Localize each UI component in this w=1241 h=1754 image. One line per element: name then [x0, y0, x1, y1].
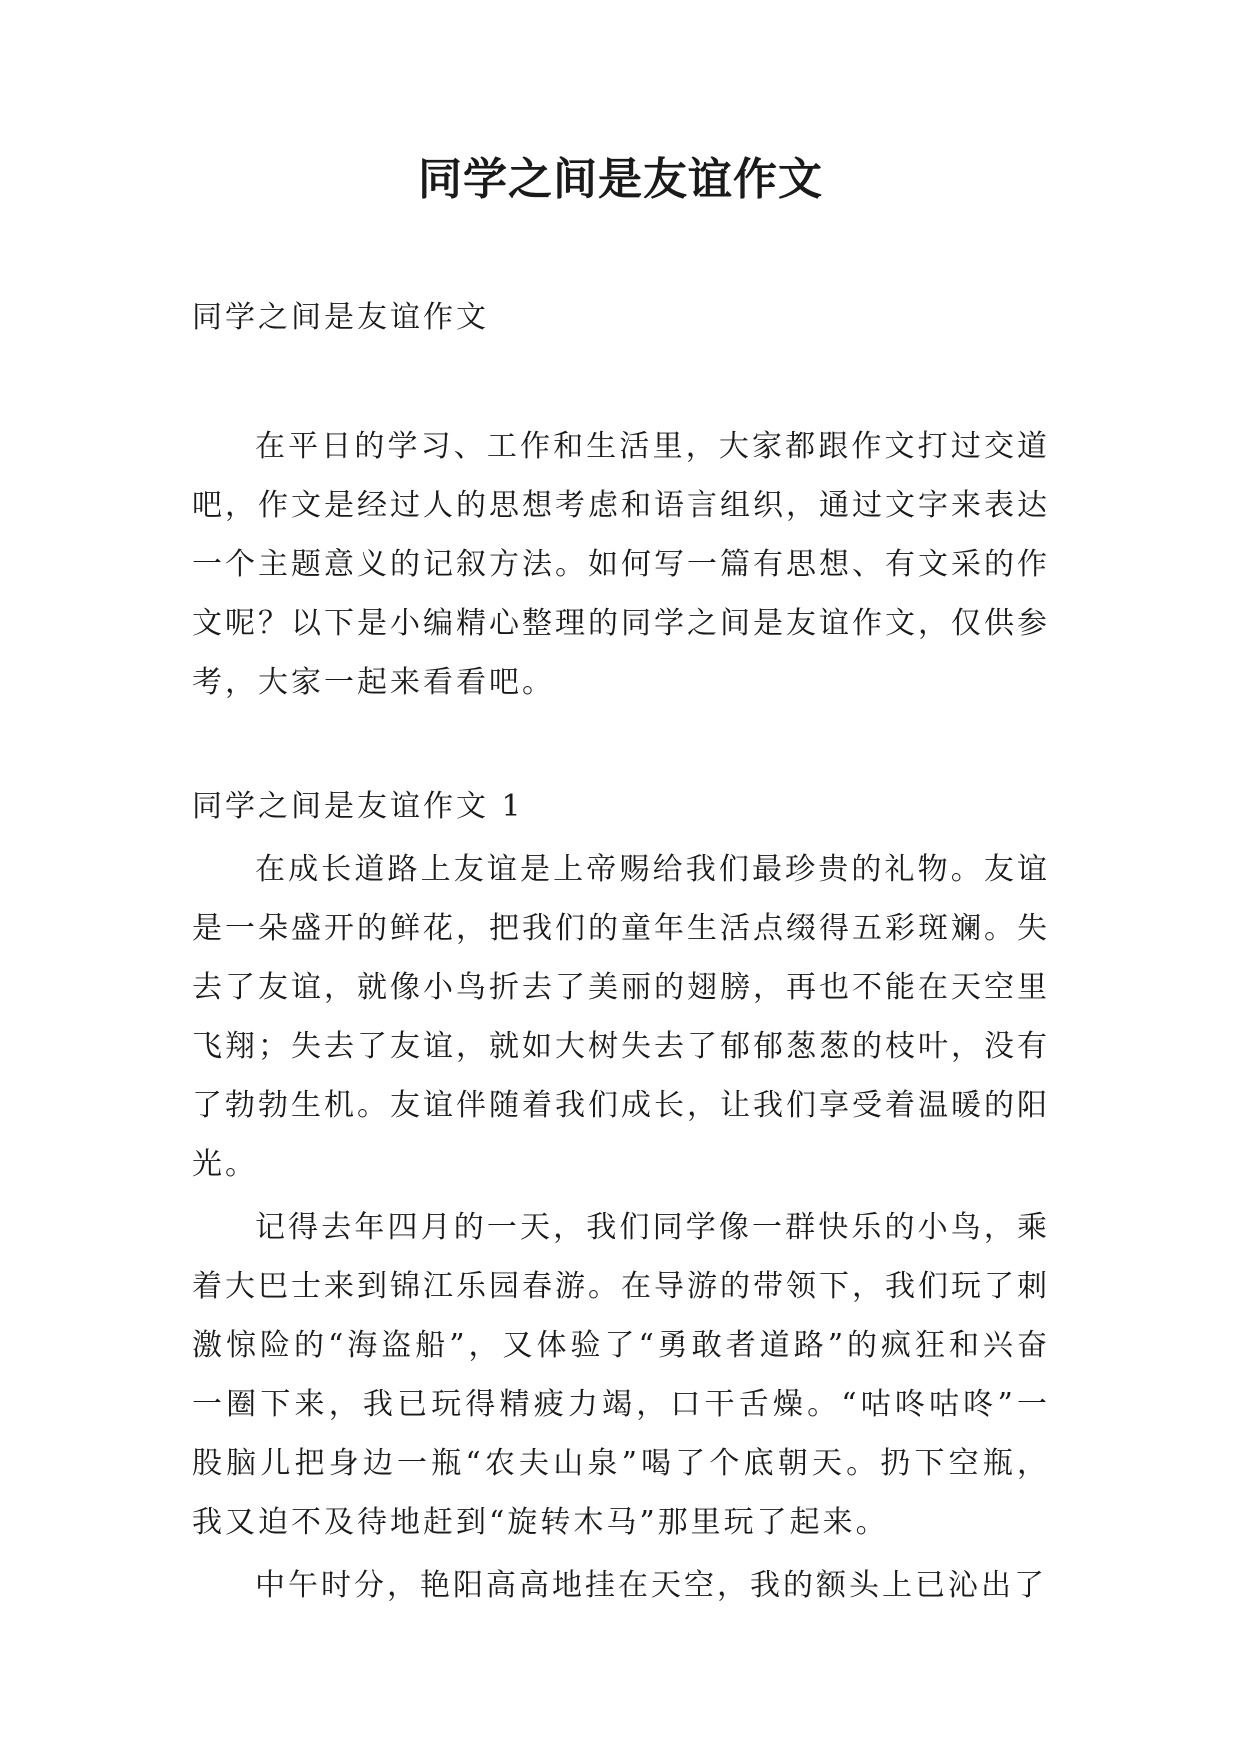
body-paragraph: 记得去年四月的一天，我们同学像一群快乐的小鸟，乘着大巴士来到锦江乐园春游。在导游的带领下，我们玩了刺激惊险的“海盗船”，又体验了“勇敢者道路”的疯狂和兴奋一圈下来，我已玩得精疲力竭，口干舌燥。“咕咚咕咚”一股脑儿把身边一瓶“农夫山泉”喝了个底朝天。扔下空瓶，我又迫不及待地赶到“旋转木马”那里玩了起来。 — [192, 1210, 1050, 1540]
document-body — [192, 288, 1050, 1615]
intro-paragraph: 在平日的学习、工作和生活里，大家都跟作文打过交道吧，作文是经过人的思想考虑和语言组织，通过文字来表达一个主题意义的记叙方法。如何写一篇有思想、有文采的作文呢？以下是小编精心整理的同学之间是友谊作文，仅供参考，大家一起来看看吧。 — [192, 429, 1050, 700]
section-heading: 同学之间是友谊作文 1 — [192, 789, 524, 824]
body-paragraph: 在成长道路上友谊是上帝赐给我们最珍贵的礼物。友谊是一朵盛开的鲜花，把我们的童年生活点缀得五彩斑斓。失去了友谊，就像小鸟折去了美丽的翅膀，再也不能在天空里飞翔；失去了友谊，就如大树失去了郁郁葱葱的枝叶，没有了勃勃生机。友谊伴随着我们成长，让我们享受着温暖的阳光。 — [192, 852, 1050, 1182]
body-paragraph: 中午时分，艳阳高高地挂在天空，我的额头上已沁出了 — [255, 1568, 1047, 1603]
document-subtitle: 同学之间是友谊作文 — [192, 300, 489, 335]
document-title: 同学之间是友谊作文 — [418, 154, 823, 205]
